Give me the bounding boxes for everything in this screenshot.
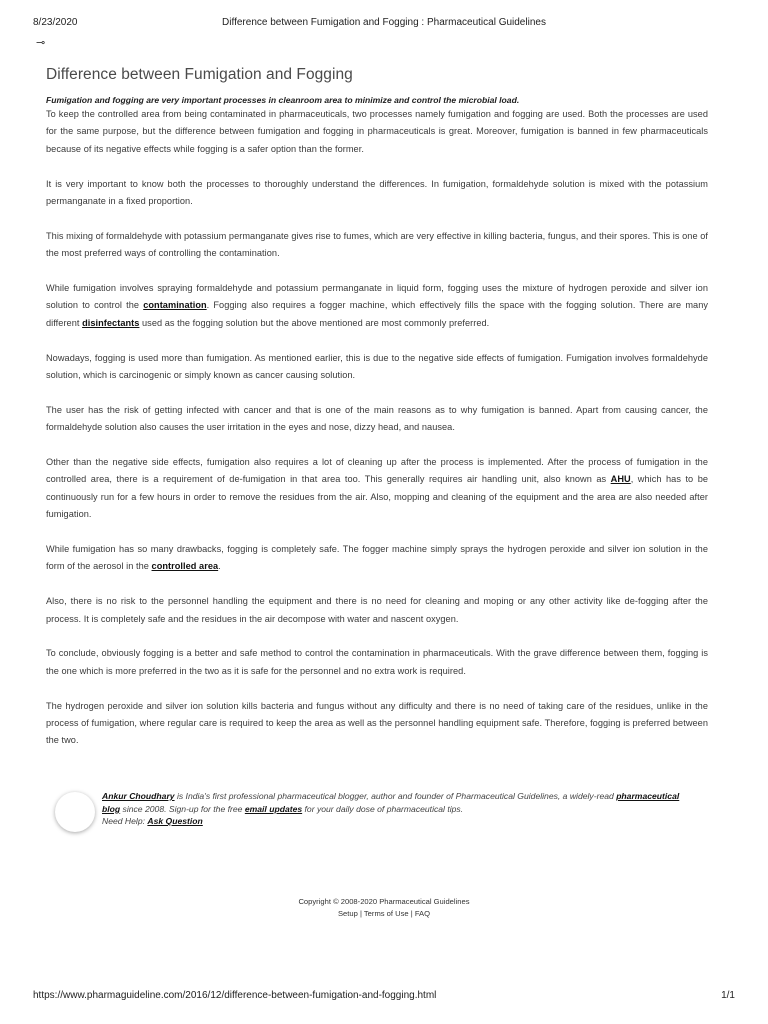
print-footer: [33, 990, 735, 1004]
article: [46, 66, 708, 750]
author-name-link[interactable]: Ankur Choudhary: [102, 791, 175, 801]
paragraph-3: This mixing of formaldehyde with potassium permanganate gives rise to fumes, which are very effective in killing bacteria, fungus, and their spores. This is one of the most preferred ways of controlling the contamination.: [46, 230, 708, 259]
paragraph-10: To conclude, obviously fogging is a better and safe method to control the contamination in pharmaceuticals. With the grave difference between them, fogging is the one which is more preferred in the two as it is safe for the personnel and no extra work is required.: [46, 648, 708, 676]
paragraph-8-text-b: .: [218, 561, 221, 572]
arrow-right-icon[interactable]: ⊸: [36, 37, 46, 49]
disinfectants-link[interactable]: disinfectants: [82, 317, 140, 328]
paragraph-11: The hydrogen peroxide and silver ion solution kills bacteria and fungus without any difficulty and there is no need of taking care of the residues, unlike in the process of fumigation, where regular care is required to keep the area as well as the personnel handling equipment safe. Therefore, fogging is preferred between the two.: [46, 700, 708, 746]
author-bio-text-1: is India's first professional pharmaceutical blogger, author and founder of Pharmaceutical Guidelines, a widely-read: [174, 791, 617, 801]
paragraph-8-text-a: While fumigation has so many drawbacks, fogging is completely safe. The fogger machine simply sprays the hydrogen peroxide and silver ion solution in the form of the aerosol in the: [46, 544, 708, 572]
paragraph-5: Nowadays, fogging is used more than fumigation. As mentioned earlier, this is due to the negative side effects of fumigation. Fumigation involves formaldehyde solution, which is carcinogenic or simply known as cancer causing solution.: [46, 352, 708, 381]
paragraph-6: The user has the risk of getting infected with cancer and that is one of the main reasons as to why fumigation is banned. Apart from causing cancer, the formaldehyde solution also causes the user irritation in the eyes and nose, dizzy head, and nausea.: [46, 404, 708, 433]
paragraph-7-text-b: , which has to be continuously run for a few hours in order to remove the residues from the air. Also, mopping and cleaning of the equipment and the area are also needed after fumigation.: [46, 474, 709, 520]
email-updates-link[interactable]: email updates: [244, 803, 303, 814]
copyright: Copyright © 2008-2020 Pharmaceutical Guidelines: [298, 897, 470, 906]
print-header-title: Difference between Fumigation and Fogging : Pharmaceutical Guidelines: [222, 17, 546, 28]
ask-question-link[interactable]: Ask Question: [147, 816, 203, 826]
site-footer: [0, 896, 768, 920]
paragraph-4-text-a: While fumigation involves spraying formaldehyde and potassium permanganate in liquid form, fogging uses the mixture of hydrogen peroxide and silver ion solution to control the: [46, 283, 708, 311]
paragraph-4-text-b: . Fogging also requires a fogger machine, which effectively fills the space with the fogging solution. There are many different: [46, 300, 708, 328]
avatar: [55, 792, 95, 832]
paragraph-1: To keep the controlled area from being contaminated in pharmaceuticals, two processes namely fumigation and fogging are used. Both the processes are used for the same purpose, but the difference between fumigation and fogging in pharmaceuticals is great. Moreover, fumigation is banned in few pharmaceuticals because of its negative effects while fogging is a safer option than the former.: [46, 109, 708, 154]
ahu-link[interactable]: AHU: [610, 474, 631, 485]
paragraph-8: [46, 541, 708, 576]
paragraph-2: It is very important to know both the processes to thoroughly understand the differences. In fumigation, formaldehyde solution is mixed with the potassium permanganate in a fixed proportion.: [46, 178, 708, 207]
print-date: 8/23/2020: [33, 17, 78, 28]
footer-separator: |: [357, 909, 364, 918]
paragraph-9: Also, there is no risk to the personnel handling the equipment and there is no need for cleaning and moping or any other activity like de-fogging after the process. It is completely safe and the residues in the air decompose with water and nascent oxygen.: [46, 596, 708, 624]
author-bio-text-3: for your daily dose of pharmaceutical tips.: [302, 803, 464, 814]
footer-separator: |: [408, 909, 415, 918]
print-page-number: 1/1: [721, 990, 735, 1001]
setup-link[interactable]: Setup: [337, 909, 358, 918]
paragraph-7: [46, 454, 708, 524]
paragraph-7-text-a: Other than the negative side effects, fumigation also requires a lot of cleaning up after the process is implemented. After the process of fumigation in the controlled area, there is a requirement of de-fumigation in that area too. This generally requires air handling unit, also known as: [46, 457, 708, 485]
faq-link[interactable]: FAQ: [414, 909, 431, 918]
paragraph-4-text-c: used as the fogging solution but the above mentioned are most commonly preferred.: [139, 317, 490, 328]
controlled-area-link[interactable]: controlled area: [151, 561, 219, 572]
terms-of-use-link[interactable]: Terms of Use: [363, 909, 409, 918]
author-box: [55, 790, 680, 840]
paragraph-4: [46, 280, 708, 332]
author-bio: [102, 790, 682, 828]
contamination-link[interactable]: contamination: [143, 300, 207, 311]
article-lead: Fumigation and fogging are very important processes in cleanroom area to minimize and control the microbial load.: [46, 95, 520, 105]
need-help-label: Need Help:: [102, 816, 148, 826]
print-url: https://www.pharmaguideline.com/2016/12/difference-between-fumigation-and-fogging.html: [33, 990, 437, 1001]
pharmaceutical-blog-link[interactable]: pharmaceutical blog: [102, 791, 680, 814]
author-bio-text-2: since 2008. Sign-up for the free: [120, 803, 245, 814]
print-header: [33, 17, 735, 31]
footer-links: [0, 908, 768, 920]
article-title: Difference between Fumigation and Fogging: [46, 66, 353, 83]
